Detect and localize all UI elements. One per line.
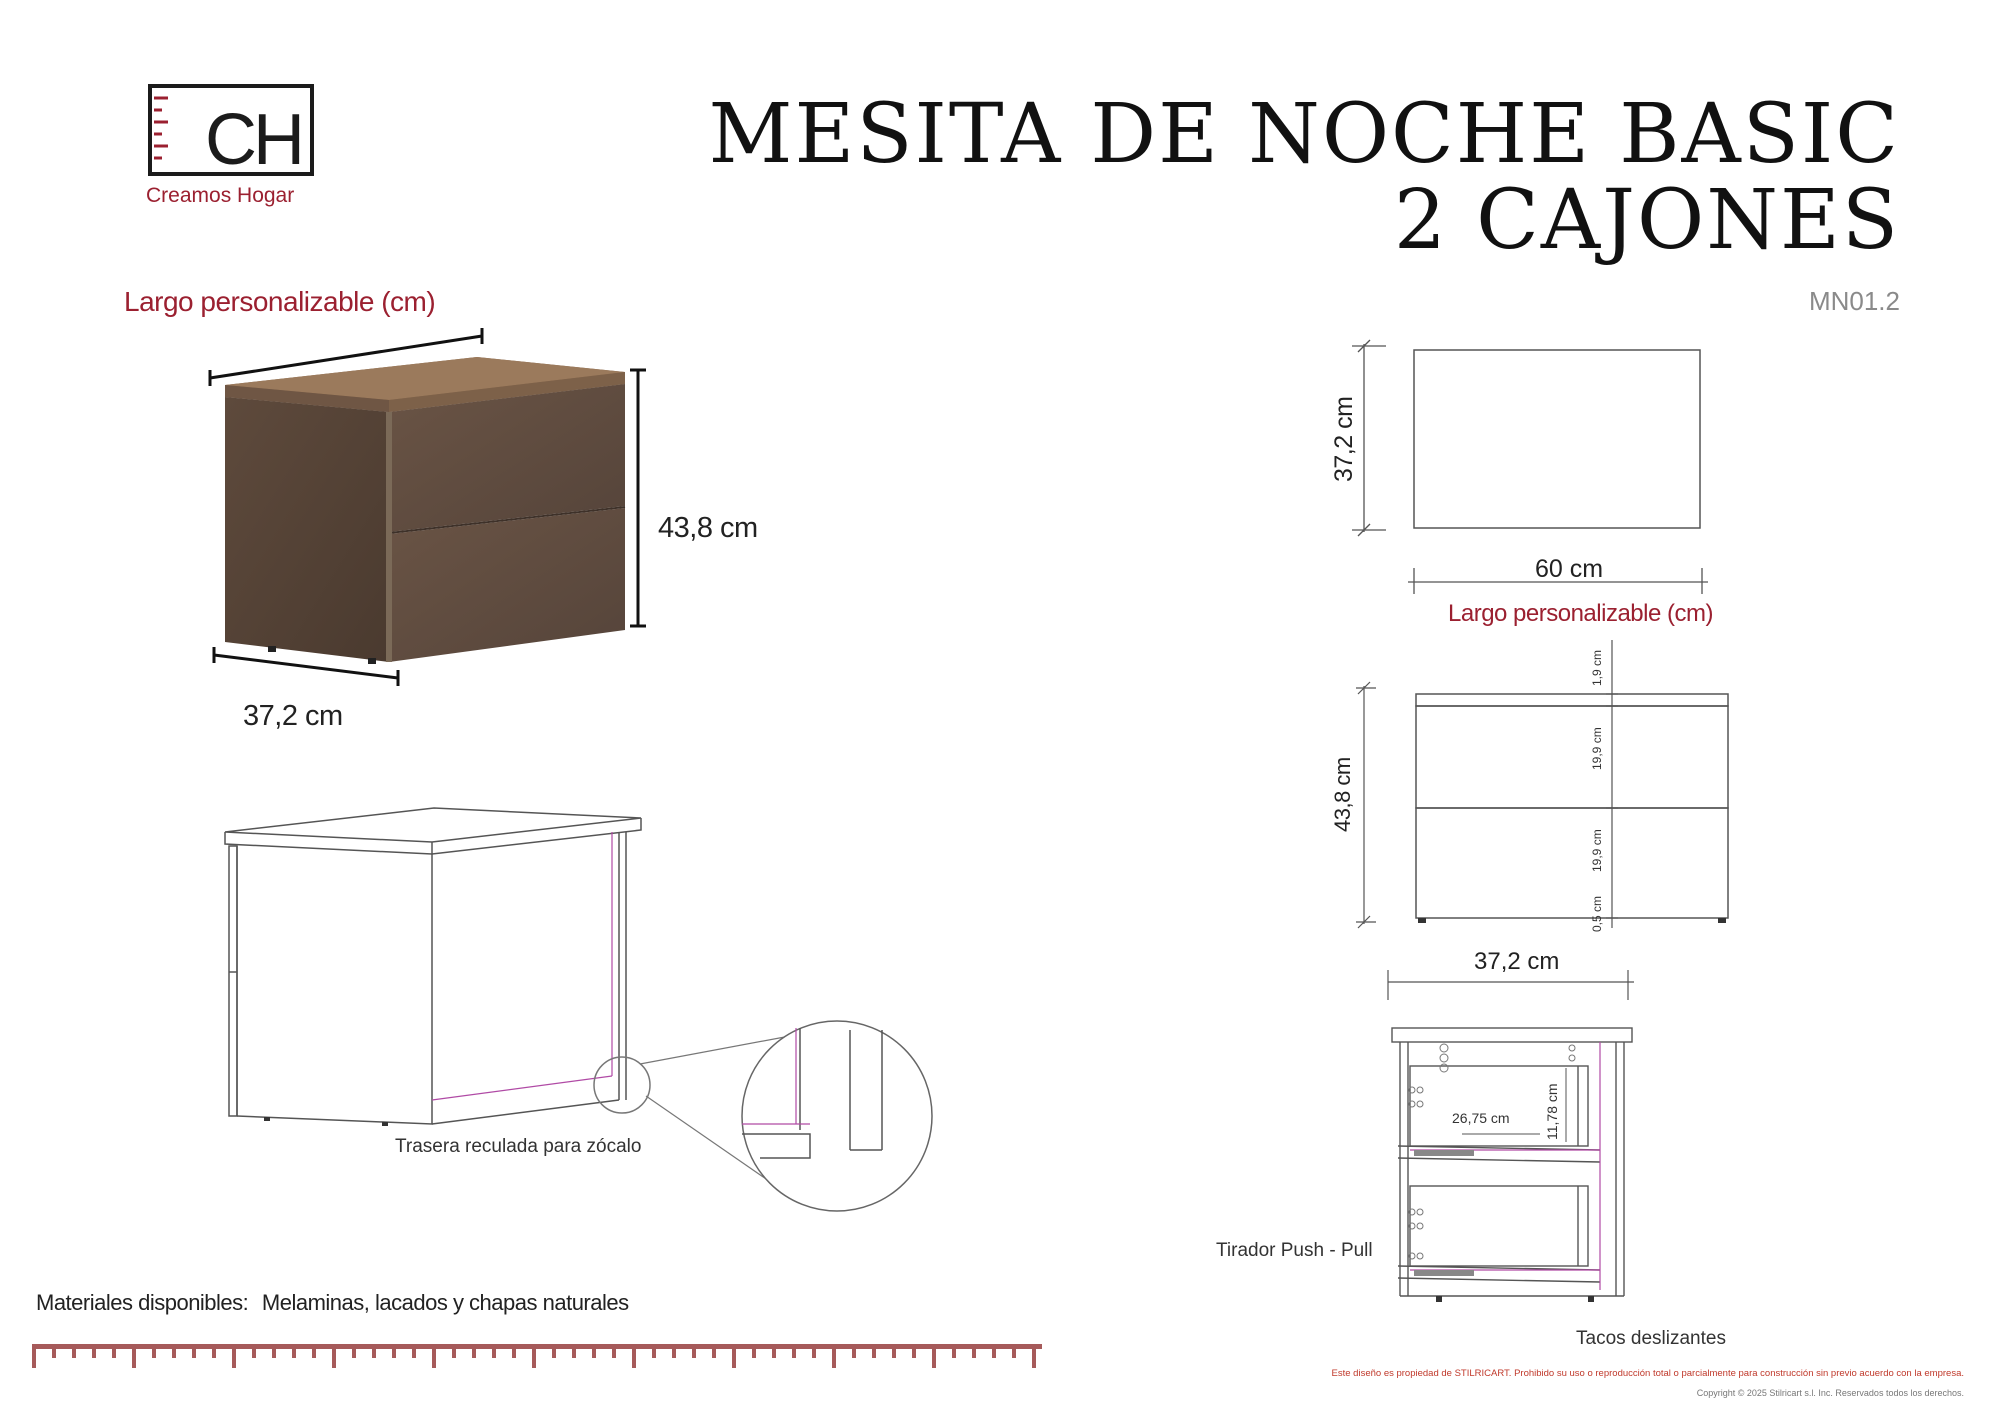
legal-notice: Este diseño es propiedad de STILRICART. Prohibido su uso o reproducción total o parcialmente para construcción sin previo acuerdo con la empresa.	[1331, 1368, 1964, 1379]
back-recess-note: Trasera reculada para zócalo	[395, 1136, 642, 1157]
materials-label: Materiales disponibles:	[36, 1290, 249, 1315]
product-code: MN01.2	[1808, 286, 1900, 316]
handle-label: Tirador Push - Pull	[1216, 1240, 1373, 1261]
logo: CH	[205, 100, 301, 180]
front-height-label: 43,8 cm	[1330, 757, 1355, 832]
front-bottom-gap: 0,5 cm	[1590, 895, 1604, 932]
top-view-length-label: Largo personalizable (cm)	[1448, 600, 1713, 627]
section-inner-height: 11,78 cm	[1544, 1083, 1560, 1140]
title-line-1: MESITA DE NOCHE BASIC	[708, 87, 1900, 182]
perspective-height-label: 43,8 cm	[658, 512, 758, 544]
section-inner-depth: 26,75 cm	[1452, 1110, 1510, 1126]
front-drawer2-height: 19,9 cm	[1590, 829, 1604, 872]
top-view-depth-label: 37,2 cm	[1330, 396, 1358, 482]
perspective-length-label: Largo personalizable (cm)	[124, 286, 436, 317]
copyright: Copyright © 2025 Stilricart s.l. Inc. Reservados todos los derechos.	[1696, 1388, 1964, 1398]
materials-value: Melaminas, lacados y chapas naturales	[261, 1290, 629, 1315]
section-depth-label: 37,2 cm	[1474, 948, 1560, 975]
front-drawer1-height: 19,9 cm	[1590, 727, 1604, 770]
title-line-2: 2 CAJONES	[1393, 173, 1900, 268]
front-top-thickness: 1,9 cm	[1590, 649, 1604, 686]
brand-name: Creamos Hogar	[146, 184, 295, 207]
slider-label: Tacos deslizantes	[1576, 1328, 1726, 1349]
perspective-depth-label: 37,2 cm	[243, 700, 343, 732]
ruler-decoration	[32, 1338, 1042, 1372]
top-view-width-label: 60 cm	[1535, 555, 1604, 583]
